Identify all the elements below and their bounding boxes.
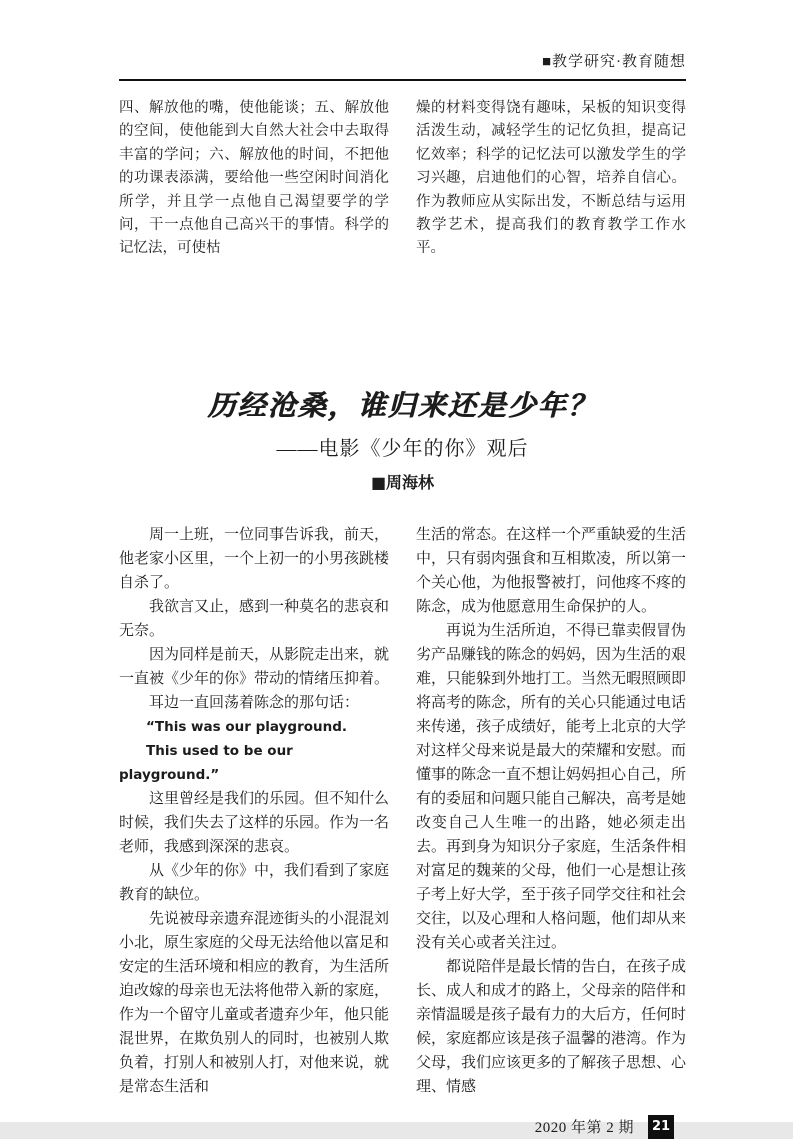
paragraph: 都说陪伴是最长情的告白，在孩子成长、成人和成才的路上，父母亲的陪伴和亲情温暖是孩子最有力的大后方，任何时候，家庭都应该是孩子温馨的港湾。作为父母，我们应该更多的了解孩子思想、心理、情感 [416, 958, 687, 1095]
paragraph: 因为同样是前天，从影院走出来，就一直被《少年的你》带动的情绪压抑着。 [119, 646, 390, 687]
top-right-column [416, 97, 686, 261]
article-title: 历经沧桑，谁归来还是少年？ [207, 390, 598, 422]
paragraph: 生活的常态。在这样一个严重缺爱的生活中，只有弱肉强食和互相欺凌，所以第一个关心他，为他报警被打，问他疼不疼的陈念，成为他愿意用生命保护的人。 [416, 526, 687, 615]
article-title-block [119, 389, 686, 495]
header-section-label: ■教学研究·教育随想 [541, 54, 686, 70]
article-body-columns [119, 523, 686, 1099]
paragraph: 再说为生活所迫，不得已靠卖假冒伪劣产品赚钱的陈念的妈妈，因为生活的艰难，只能躲到外地打工。当然无暇照顾即将高考的陈念，所有的关心只能通过电话来传递，孩子成绩好，能考上北京的大学对这样父母来说是最大的荣耀和安慰。而懂事的陈念一直不想让妈妈担心自己，所有的委屈和问题只能自己解决，高考是她改变自己人生唯一的出路，她必须走出去。再到身为知识分子家庭，生活条件相对富足的魏莱的父母，他们一心是想让孩子考上好大学，至于孩子同学交往和社会交往，以及心理和人格问题，他们却从来没有关心或者关注过。 [416, 622, 687, 951]
paragraph: 从《少年的你》中，我们看到了家庭教育的缺位。 [119, 862, 390, 903]
paragraph: 耳边一直回荡着陈念的那句话： [149, 694, 360, 711]
paragraph: 这里曾经是我们的乐园。但不知什么时候，我们失去了这样的乐园。作为一名老师，我感到深深的悲哀。 [119, 790, 390, 855]
paragraph: 周一上班，一位同事告诉我，前天，他老家小区里，一个上初一的小男孩跳楼自杀了。 [119, 526, 390, 591]
page-footer [119, 1115, 686, 1139]
body-left-column [119, 523, 389, 1099]
page-number-badge: 21 [648, 1115, 674, 1139]
header-rule [119, 79, 686, 81]
previous-article-columns [119, 97, 686, 261]
paragraph: 我欲言又止，感到一种莫名的悲哀和无奈。 [119, 598, 390, 639]
paragraph: 先说被母亲遗弃混迹街头的小混混刘小北，原生家庭的父母无法给他以富足和安定的生活环境和相应的教育，为生活所迫改嫁的母亲也无法将他带入新的家庭，作为一个留守儿童或者遗弃少年，他只能混世界，在欺负别人的同时，也被别人欺负着，打别人和被别人打，对他来说，就是常态生活和 [119, 910, 390, 1095]
page-content [119, 0, 687, 1137]
paragraph: “This was our playground. [146, 718, 348, 735]
paragraph: 四、解放他的嘴，使他能谈；五、解放他的空间，使他能到大自然大社会中去取得丰富的学问；六、解放他的时间，不把他的功课表添满，要给他一些空闲时间消化所学，并且学一点他自己渴望要学的学问，干一点他自己高兴干的事情。科学的记忆法，可使枯 [119, 100, 389, 257]
article-subtitle: ——电影《少年的你》观后 [276, 437, 529, 460]
top-left-column [119, 97, 389, 261]
body-right-column [416, 523, 686, 1099]
footer-issue-label: 2020 年第 2 期 [534, 1120, 634, 1137]
paragraph: This used to be our playground.” [119, 742, 293, 783]
article-author: ■周海林 [370, 472, 435, 492]
paragraph: 燥的材料变得饶有趣味，呆板的知识变得活泼生动，减轻学生的记忆负担，提高记忆效率；科学的记忆法可以激发学生的学习兴趣，启迪他们的心智，培养自信心。作为教师应从实际出发，不断总结与运用教学艺术，提高我们的教育教学工作水平。 [416, 100, 686, 257]
